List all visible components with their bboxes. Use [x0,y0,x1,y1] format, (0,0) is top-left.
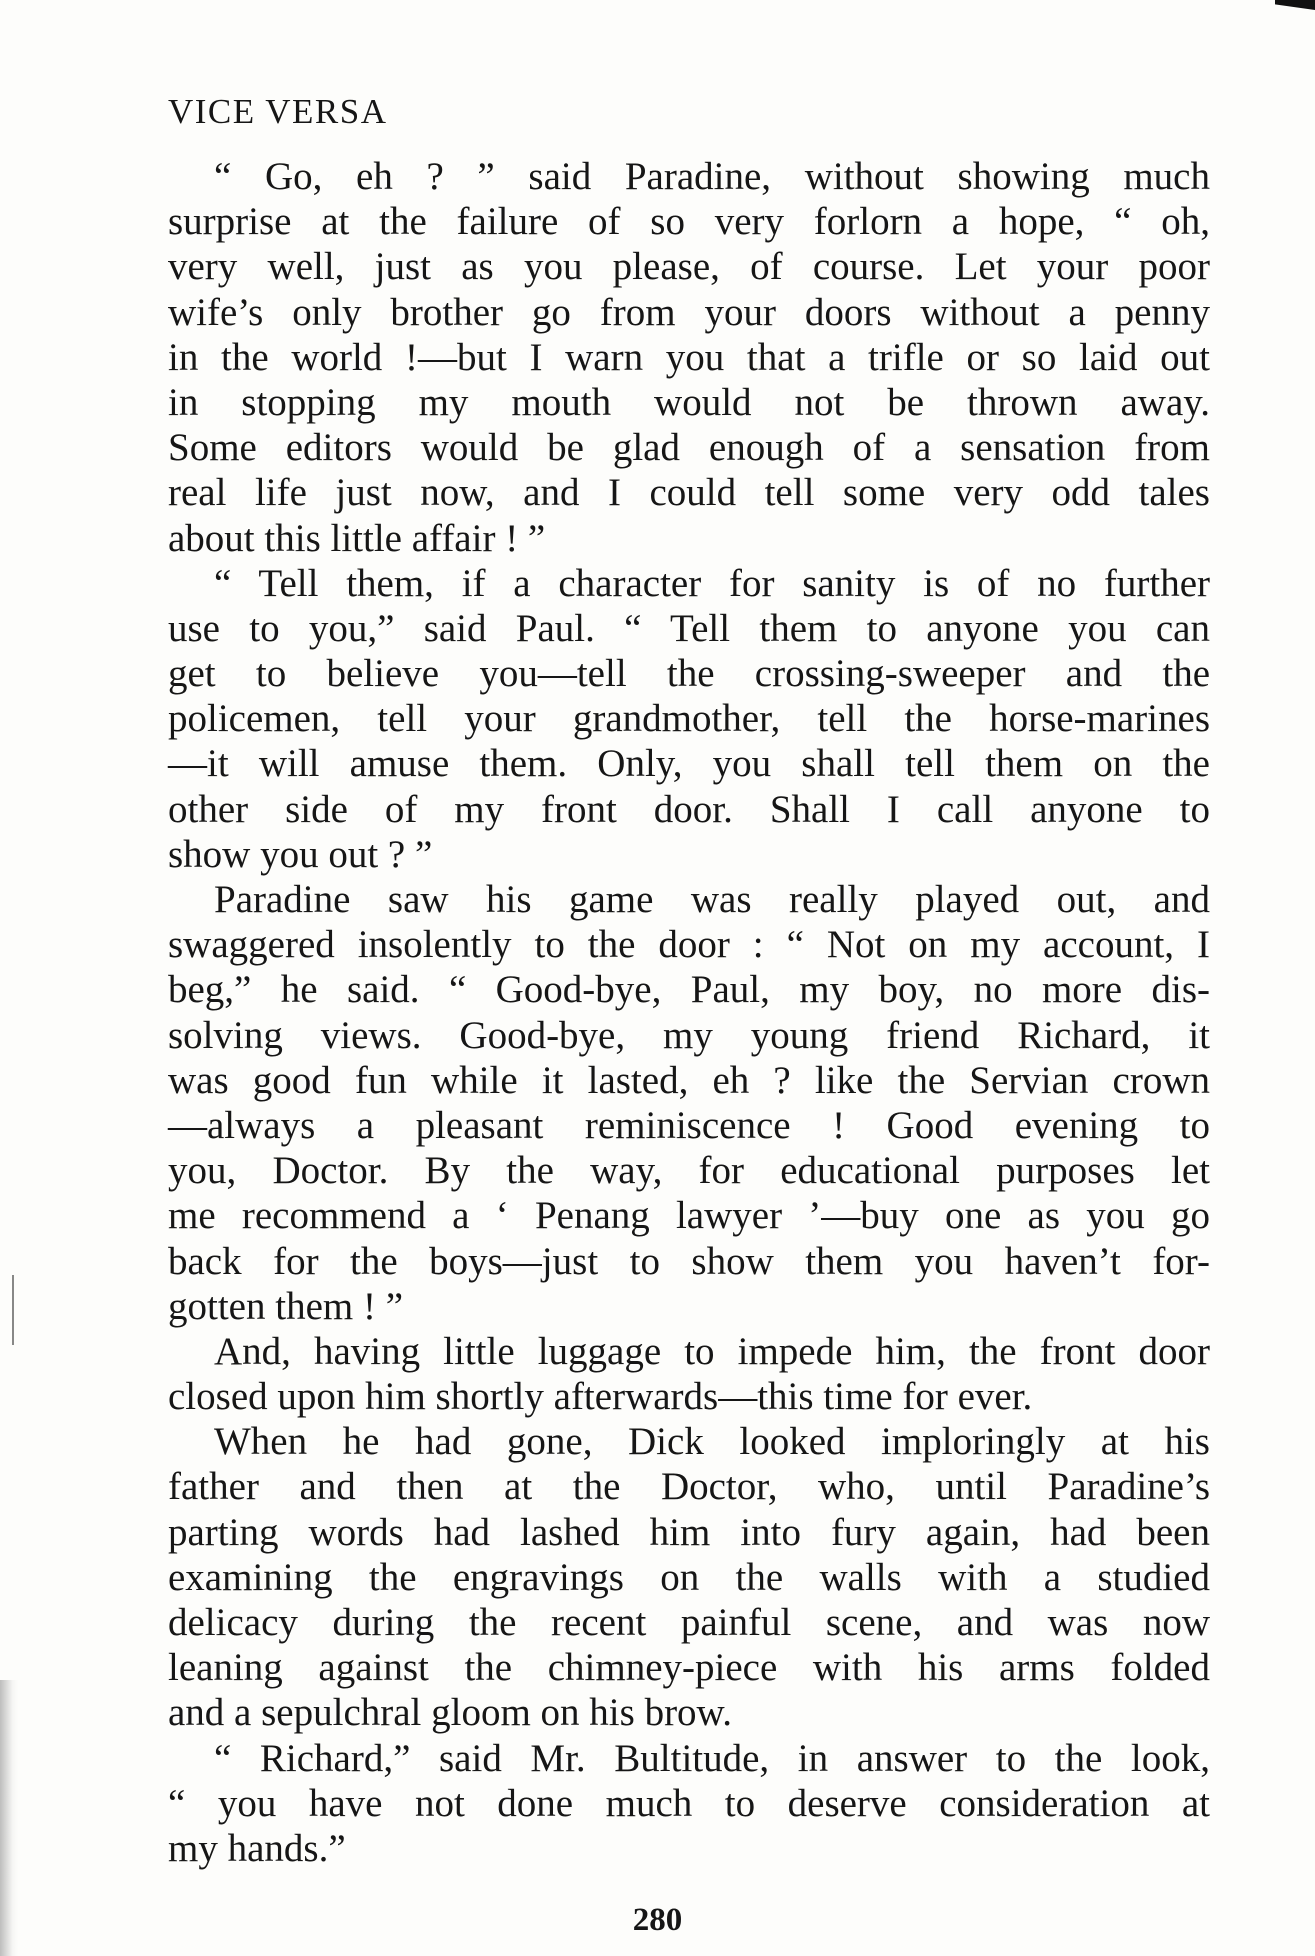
text-line: solving views. Good-bye, my young friend Richard, it [168,1013,1210,1057]
running-head: VICE VERSA [168,92,388,131]
text-line: And, having little luggage to impede him, the front door [214,1329,1210,1373]
text-line: parting words had lashed him into fury again, had been [168,1510,1210,1554]
text-line: —it will amuse them. Only, you shall tell them on the [168,742,1210,786]
text-line: use to you,” said Paul. “ Tell them to anyone you can [168,606,1210,650]
text-line: about this little affair ! ” [168,516,546,560]
text-line: Paradine saw his game was really played out, and [214,878,1210,921]
text-line: very well, just as you please, of course. Let your poor [168,245,1210,289]
text-line: father and then at the Doctor, who, until Paradine’s [168,1465,1210,1509]
text-line: other side of my front door. Shall I call anyone to [168,787,1210,831]
text-line: policemen, tell your grandmother, tell the horse-marines [168,697,1210,741]
text-line: my hands.” [168,1826,346,1870]
text-line: —always a pleasant reminiscence ! Good evening to [168,1103,1210,1147]
text-line: show you out ? ” [168,832,433,876]
text-line: Some editors would be glad enough of a sensation from [168,426,1210,470]
text-line: real life just now, and I could tell some very odd tales [168,471,1210,515]
text-line: “ Richard,” said Mr. Bultitude, in answer to the look, [214,1736,1210,1780]
text-line: in stopping my mouth would not be thrown away. [168,380,1210,424]
text-line: back for the boys—just to show them you haven’t for- [168,1239,1210,1283]
scan-edge-line [12,1275,14,1345]
text-line: surprise at the failure of so very forlorn a hope, “ oh, [168,200,1210,244]
text-line: wife’s only brother go from your doors without a penny [168,290,1210,334]
text-line: “ Tell them, if a character for sanity is of no further [214,561,1210,605]
text-line: was good fun while it lasted, eh ? like the Servian crown [168,1058,1210,1102]
text-line: me recommend a ‘ Penang lawyer ’—buy one as you go [168,1194,1210,1238]
text-line: “ Go, eh ? ” said Paradine, without showing much [214,155,1210,198]
text-line: closed upon him shortly afterwards—this time for ever. [168,1375,1033,1419]
page-number: 280 [632,1902,683,1938]
text-line: leaning against the chimney-piece with his arms folded [168,1646,1210,1690]
text-line: delicacy during the recent painful scene, and was now [168,1601,1210,1644]
text-line: swaggered insolently to the door : “ Not on my account, I [168,923,1210,967]
body-text [168,154,1210,1871]
text-line: you, Doctor. By the way, for educational purposes let [168,1149,1210,1193]
text-line: “ you have not done much to deserve consideration at [168,1781,1210,1825]
text-line: gotten them ! ” [168,1284,404,1328]
text-line: get to believe you—tell the crossing-sweeper and the [168,652,1210,696]
text-line: in the world !—but I warn you that a trifle or so laid out [168,335,1210,379]
text-line: When he had gone, Dick looked imploringly at his [214,1420,1210,1464]
text-line: and a sepulchral gloom on his brow. [168,1691,732,1735]
scan-corner-mark [1275,0,1315,10]
text-line: beg,” he said. “ Good-bye, Paul, my boy, no more dis- [168,968,1210,1012]
text-line: examining the engravings on the walls with a studied [168,1555,1210,1599]
